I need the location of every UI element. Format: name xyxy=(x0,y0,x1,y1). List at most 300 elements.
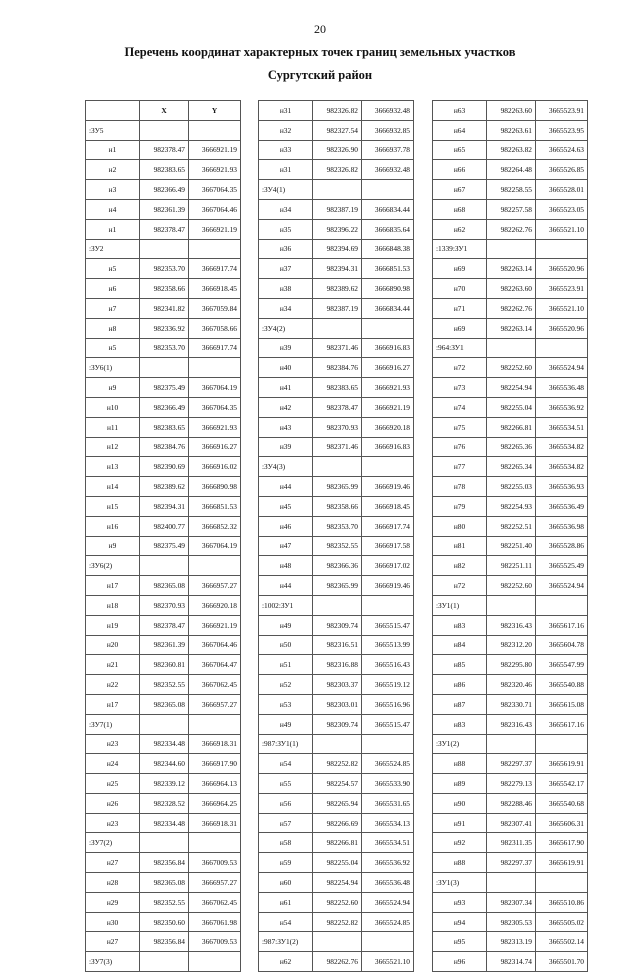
point-label: н67 xyxy=(433,180,487,200)
y-coordinate: 3666916.27 xyxy=(362,358,414,378)
table-row xyxy=(433,259,588,279)
y-coordinate: 3666918.45 xyxy=(362,496,414,516)
table-row xyxy=(259,912,414,932)
x-coordinate: 982263.82 xyxy=(487,140,536,160)
y-coordinate: 3665515.47 xyxy=(362,615,414,635)
y-coordinate: 3667009.53 xyxy=(189,853,241,873)
point-label: н49 xyxy=(259,615,313,635)
empty-cell xyxy=(362,457,414,477)
empty-cell xyxy=(487,873,536,893)
point-label: н47 xyxy=(259,536,313,556)
x-coordinate: 982356.84 xyxy=(140,932,189,952)
table-row xyxy=(259,358,414,378)
y-coordinate: 3666917.58 xyxy=(362,536,414,556)
point-label: н66 xyxy=(433,160,487,180)
x-coordinate: 982361.39 xyxy=(140,199,189,219)
point-label: н27 xyxy=(86,853,140,873)
x-coordinate: 982307.41 xyxy=(487,813,536,833)
y-coordinate: 3667064.47 xyxy=(189,655,241,675)
y-coordinate: 3666919.46 xyxy=(362,477,414,497)
table-row xyxy=(86,496,241,516)
y-coordinate: 3666917.74 xyxy=(189,338,241,358)
y-coordinate: 3665502.14 xyxy=(536,932,588,952)
x-coordinate: 982378.47 xyxy=(313,397,362,417)
empty-cell xyxy=(487,338,536,358)
y-coordinate: 3667064.46 xyxy=(189,199,241,219)
point-label: н84 xyxy=(433,635,487,655)
x-coordinate: 982309.74 xyxy=(313,615,362,635)
table-row xyxy=(433,417,588,437)
y-coordinate: 3666851.53 xyxy=(362,259,414,279)
point-label: н8 xyxy=(86,318,140,338)
page-title: Перечень координат характерных точек границ земельных участков xyxy=(124,45,516,59)
y-coordinate: 3667059.84 xyxy=(189,298,241,318)
table-row xyxy=(259,259,414,279)
plot-label: :ЗУ7(1) xyxy=(86,714,140,734)
point-label: н2 xyxy=(86,160,140,180)
y-coordinate: 3665519.12 xyxy=(362,675,414,695)
y-coordinate: 3666932.48 xyxy=(362,160,414,180)
empty-cell xyxy=(140,120,189,140)
x-coordinate: 982352.55 xyxy=(140,675,189,695)
table-row xyxy=(86,813,241,833)
y-coordinate: 3665533.90 xyxy=(362,774,414,794)
table-row xyxy=(86,853,241,873)
x-coordinate: 982352.55 xyxy=(140,892,189,912)
y-coordinate: 3667064.35 xyxy=(189,397,241,417)
point-label: н19 xyxy=(86,615,140,635)
x-coordinate: 982371.46 xyxy=(313,437,362,457)
table-row xyxy=(259,556,414,576)
empty-cell xyxy=(140,239,189,259)
y-coordinate: 3665515.47 xyxy=(362,714,414,734)
x-coordinate: 982378.47 xyxy=(140,219,189,239)
point-label: н92 xyxy=(433,833,487,853)
table-row xyxy=(433,101,588,121)
point-label: н31 xyxy=(259,101,313,121)
y-coordinate: 3666921.19 xyxy=(189,140,241,160)
table-row xyxy=(433,219,588,239)
x-coordinate: 982327.54 xyxy=(313,120,362,140)
table-row xyxy=(86,635,241,655)
plot-label: :ЗУ1(2) xyxy=(433,734,487,754)
y-coordinate: 3666916.83 xyxy=(362,338,414,358)
y-coordinate: 3666890.98 xyxy=(189,477,241,497)
point-label: н11 xyxy=(86,417,140,437)
header-x-cell: X xyxy=(140,101,189,121)
point-label: н9 xyxy=(86,536,140,556)
y-coordinate: 3667064.35 xyxy=(189,180,241,200)
table-row xyxy=(86,734,241,754)
y-coordinate: 3666917.90 xyxy=(189,754,241,774)
point-label: н12 xyxy=(86,437,140,457)
x-coordinate: 982265.94 xyxy=(313,793,362,813)
x-coordinate: 982264.48 xyxy=(487,160,536,180)
y-coordinate: 3666957.27 xyxy=(189,576,241,596)
x-coordinate: 982370.93 xyxy=(140,595,189,615)
table-row xyxy=(259,477,414,497)
table-row xyxy=(259,338,414,358)
y-coordinate: 3665536.48 xyxy=(362,873,414,893)
x-coordinate: 982394.69 xyxy=(313,239,362,259)
point-label: н90 xyxy=(433,793,487,813)
x-coordinate: 982378.47 xyxy=(140,615,189,635)
table-row xyxy=(259,279,414,299)
point-label: н63 xyxy=(433,101,487,121)
x-coordinate: 982297.37 xyxy=(487,754,536,774)
y-coordinate: 3665536.98 xyxy=(536,516,588,536)
y-coordinate: 3665528.01 xyxy=(536,180,588,200)
table-row xyxy=(86,516,241,536)
table-row xyxy=(86,655,241,675)
table-row xyxy=(433,952,588,972)
point-label: н54 xyxy=(259,912,313,932)
x-coordinate: 982312.20 xyxy=(487,635,536,655)
header-point-cell xyxy=(86,101,140,121)
point-label: н77 xyxy=(433,457,487,477)
y-coordinate: 3665619.91 xyxy=(536,754,588,774)
x-coordinate: 982263.60 xyxy=(487,101,536,121)
table-row xyxy=(259,754,414,774)
y-coordinate: 3667064.19 xyxy=(189,536,241,556)
point-label: н5 xyxy=(86,338,140,358)
plot-label-row xyxy=(86,556,241,576)
point-label: н73 xyxy=(433,378,487,398)
y-coordinate: 3665510.86 xyxy=(536,892,588,912)
x-coordinate: 982383.65 xyxy=(313,378,362,398)
table-row xyxy=(86,219,241,239)
y-coordinate: 3665520.96 xyxy=(536,259,588,279)
point-label: н15 xyxy=(86,496,140,516)
table-row xyxy=(259,892,414,912)
x-coordinate: 982307.34 xyxy=(487,892,536,912)
table-row xyxy=(433,694,588,714)
x-coordinate: 982255.04 xyxy=(313,853,362,873)
table-row xyxy=(433,457,588,477)
point-label: н78 xyxy=(433,477,487,497)
y-coordinate: 3665523.91 xyxy=(536,101,588,121)
header-y-cell: Y xyxy=(189,101,241,121)
y-coordinate: 3666890.98 xyxy=(362,279,414,299)
plot-label-row xyxy=(86,833,241,853)
table-row xyxy=(433,496,588,516)
y-coordinate: 3666921.19 xyxy=(189,219,241,239)
point-label: н24 xyxy=(86,754,140,774)
point-label: н49 xyxy=(259,714,313,734)
y-coordinate: 3666932.85 xyxy=(362,120,414,140)
y-coordinate: 3666937.78 xyxy=(362,140,414,160)
y-coordinate: 3665534.82 xyxy=(536,437,588,457)
y-coordinate: 3667061.98 xyxy=(189,912,241,932)
x-coordinate: 982316.43 xyxy=(487,615,536,635)
table-row xyxy=(433,516,588,536)
table-row xyxy=(259,952,414,972)
table-row xyxy=(259,397,414,417)
y-coordinate: 3666916.02 xyxy=(189,457,241,477)
point-label: н65 xyxy=(433,140,487,160)
point-label: н75 xyxy=(433,417,487,437)
plot-label-row xyxy=(259,734,414,754)
y-coordinate: 3665524.85 xyxy=(362,754,414,774)
y-coordinate: 3665524.94 xyxy=(362,892,414,912)
point-label: н69 xyxy=(433,259,487,279)
empty-cell xyxy=(189,714,241,734)
point-label: н20 xyxy=(86,635,140,655)
point-label: н50 xyxy=(259,635,313,655)
table-row xyxy=(433,853,588,873)
point-label: н1 xyxy=(86,219,140,239)
point-label: н61 xyxy=(259,892,313,912)
point-label: н62 xyxy=(259,952,313,972)
x-coordinate: 982334.48 xyxy=(140,734,189,754)
plot-label-row xyxy=(433,734,588,754)
empty-cell xyxy=(536,734,588,754)
point-label: н87 xyxy=(433,694,487,714)
plot-label: :ЗУ4(3) xyxy=(259,457,313,477)
empty-cell xyxy=(313,734,362,754)
x-coordinate: 982394.31 xyxy=(313,259,362,279)
plot-label-row xyxy=(259,180,414,200)
x-coordinate: 982384.76 xyxy=(140,437,189,457)
point-label: н72 xyxy=(433,358,487,378)
point-label: н5 xyxy=(86,259,140,279)
point-label: н80 xyxy=(433,516,487,536)
x-coordinate: 982365.99 xyxy=(313,477,362,497)
point-label: н42 xyxy=(259,397,313,417)
x-coordinate: 982358.66 xyxy=(140,279,189,299)
plot-label-row xyxy=(433,595,588,615)
table-row xyxy=(86,873,241,893)
point-label: н45 xyxy=(259,496,313,516)
x-coordinate: 982366.49 xyxy=(140,180,189,200)
y-coordinate: 3665526.85 xyxy=(536,160,588,180)
empty-cell xyxy=(487,239,536,259)
empty-cell xyxy=(536,239,588,259)
y-coordinate: 3665531.65 xyxy=(362,793,414,813)
table-row xyxy=(259,298,414,318)
point-label: н72 xyxy=(433,576,487,596)
empty-cell xyxy=(313,595,362,615)
table-row xyxy=(86,338,241,358)
x-coordinate: 982254.94 xyxy=(313,873,362,893)
x-coordinate: 982370.93 xyxy=(313,417,362,437)
x-coordinate: 982265.36 xyxy=(487,437,536,457)
table-row xyxy=(259,655,414,675)
point-label: н10 xyxy=(86,397,140,417)
y-coordinate: 3665524.85 xyxy=(362,912,414,932)
y-coordinate: 3666917.02 xyxy=(362,556,414,576)
y-coordinate: 3666852.32 xyxy=(189,516,241,536)
x-coordinate: 982316.51 xyxy=(313,635,362,655)
y-coordinate: 3665521.10 xyxy=(362,952,414,972)
x-coordinate: 982390.69 xyxy=(140,457,189,477)
table-row xyxy=(86,457,241,477)
table-row xyxy=(433,140,588,160)
table-row xyxy=(259,694,414,714)
point-label: н36 xyxy=(259,239,313,259)
y-coordinate: 3665536.92 xyxy=(536,397,588,417)
point-label: н71 xyxy=(433,298,487,318)
x-coordinate: 982262.76 xyxy=(487,298,536,318)
empty-cell xyxy=(189,833,241,853)
empty-cell xyxy=(140,952,189,972)
table-row xyxy=(433,754,588,774)
page-subtitle: Сургутский район xyxy=(267,68,373,82)
table-row xyxy=(259,635,414,655)
x-coordinate: 982365.08 xyxy=(140,576,189,596)
point-label: н91 xyxy=(433,813,487,833)
x-coordinate: 982350.60 xyxy=(140,912,189,932)
table-row xyxy=(86,694,241,714)
x-coordinate: 982263.60 xyxy=(487,279,536,299)
point-label: н53 xyxy=(259,694,313,714)
point-label: н88 xyxy=(433,754,487,774)
plot-label: :1339:ЗУ1 xyxy=(433,239,487,259)
empty-cell xyxy=(487,734,536,754)
point-label: н3 xyxy=(86,180,140,200)
empty-cell xyxy=(313,932,362,952)
x-coordinate: 982330.71 xyxy=(487,694,536,714)
point-label: н64 xyxy=(433,120,487,140)
x-coordinate: 982309.74 xyxy=(313,714,362,734)
y-coordinate: 3665536.48 xyxy=(536,378,588,398)
table-row xyxy=(259,239,414,259)
point-label: н28 xyxy=(86,873,140,893)
point-label: н95 xyxy=(433,932,487,952)
plot-label-row xyxy=(86,239,241,259)
x-coordinate: 982383.65 xyxy=(140,417,189,437)
table-row xyxy=(86,675,241,695)
x-coordinate: 982353.70 xyxy=(140,259,189,279)
table-row xyxy=(259,101,414,121)
x-coordinate: 982360.81 xyxy=(140,655,189,675)
empty-cell xyxy=(536,873,588,893)
y-coordinate: 3666848.38 xyxy=(362,239,414,259)
empty-cell xyxy=(313,180,362,200)
x-coordinate: 982251.40 xyxy=(487,536,536,556)
y-coordinate: 3665617.16 xyxy=(536,714,588,734)
coordinates-table-column-1 xyxy=(85,100,241,972)
x-coordinate: 982334.48 xyxy=(140,813,189,833)
point-label: н17 xyxy=(86,576,140,596)
x-coordinate: 982341.82 xyxy=(140,298,189,318)
table-row xyxy=(433,793,588,813)
table-row xyxy=(433,932,588,952)
x-coordinate: 982266.81 xyxy=(487,417,536,437)
y-coordinate: 3665501.70 xyxy=(536,952,588,972)
x-coordinate: 982252.60 xyxy=(487,576,536,596)
x-coordinate: 982387.19 xyxy=(313,298,362,318)
plot-label-row xyxy=(259,318,414,338)
x-coordinate: 982326.82 xyxy=(313,160,362,180)
point-label: н83 xyxy=(433,714,487,734)
plot-label-row xyxy=(433,873,588,893)
x-coordinate: 982258.55 xyxy=(487,180,536,200)
point-label: н48 xyxy=(259,556,313,576)
point-label: н18 xyxy=(86,595,140,615)
empty-cell xyxy=(362,932,414,952)
y-coordinate: 3666851.53 xyxy=(189,496,241,516)
y-coordinate: 3667009.53 xyxy=(189,932,241,952)
y-coordinate: 3665524.94 xyxy=(536,358,588,378)
x-coordinate: 982336.92 xyxy=(140,318,189,338)
y-coordinate: 3666921.19 xyxy=(362,397,414,417)
x-coordinate: 982326.90 xyxy=(313,140,362,160)
y-coordinate: 3665540.68 xyxy=(536,793,588,813)
table-row xyxy=(86,892,241,912)
table-row xyxy=(433,318,588,338)
table-row xyxy=(86,180,241,200)
empty-cell xyxy=(140,358,189,378)
point-label: н41 xyxy=(259,378,313,398)
table-row xyxy=(259,793,414,813)
y-coordinate: 3665536.49 xyxy=(536,496,588,516)
y-coordinate: 3665547.99 xyxy=(536,655,588,675)
point-label: н69 xyxy=(433,318,487,338)
x-coordinate: 982383.65 xyxy=(140,160,189,180)
y-coordinate: 3666921.93 xyxy=(189,417,241,437)
table-row xyxy=(433,774,588,794)
point-label: н79 xyxy=(433,496,487,516)
plot-label: :ЗУ7(3) xyxy=(86,952,140,972)
y-coordinate: 3667064.19 xyxy=(189,378,241,398)
y-coordinate: 3666917.74 xyxy=(189,259,241,279)
table-row xyxy=(259,378,414,398)
plot-label: :ЗУ7(2) xyxy=(86,833,140,853)
empty-cell xyxy=(140,833,189,853)
table-row xyxy=(433,833,588,853)
y-coordinate: 3667062.45 xyxy=(189,675,241,695)
point-label: н55 xyxy=(259,774,313,794)
empty-cell xyxy=(536,338,588,358)
point-label: н56 xyxy=(259,793,313,813)
empty-cell xyxy=(189,120,241,140)
x-coordinate: 982297.37 xyxy=(487,853,536,873)
x-coordinate: 982375.49 xyxy=(140,378,189,398)
plot-label-row xyxy=(259,595,414,615)
x-coordinate: 982365.08 xyxy=(140,694,189,714)
plot-label-row xyxy=(86,952,241,972)
table-row xyxy=(259,219,414,239)
point-label: н57 xyxy=(259,813,313,833)
point-label: н89 xyxy=(433,774,487,794)
x-coordinate: 982254.57 xyxy=(313,774,362,794)
table-row xyxy=(433,180,588,200)
table-row xyxy=(433,397,588,417)
y-coordinate: 3667062.45 xyxy=(189,892,241,912)
x-coordinate: 982279.13 xyxy=(487,774,536,794)
plot-label: :1002:ЗУ1 xyxy=(259,595,313,615)
table-row xyxy=(259,714,414,734)
empty-cell xyxy=(536,595,588,615)
y-coordinate: 3665523.91 xyxy=(536,279,588,299)
point-label: н21 xyxy=(86,655,140,675)
y-coordinate: 3665536.93 xyxy=(536,477,588,497)
point-label: н76 xyxy=(433,437,487,457)
x-coordinate: 982394.31 xyxy=(140,496,189,516)
point-label: н13 xyxy=(86,457,140,477)
x-coordinate: 982263.61 xyxy=(487,120,536,140)
point-label: н34 xyxy=(259,298,313,318)
x-coordinate: 982366.49 xyxy=(140,397,189,417)
point-label: н9 xyxy=(86,378,140,398)
x-coordinate: 982353.70 xyxy=(313,516,362,536)
table-row xyxy=(86,160,241,180)
table-row xyxy=(86,199,241,219)
x-coordinate: 982375.49 xyxy=(140,536,189,556)
point-label: н60 xyxy=(259,873,313,893)
x-coordinate: 982339.12 xyxy=(140,774,189,794)
